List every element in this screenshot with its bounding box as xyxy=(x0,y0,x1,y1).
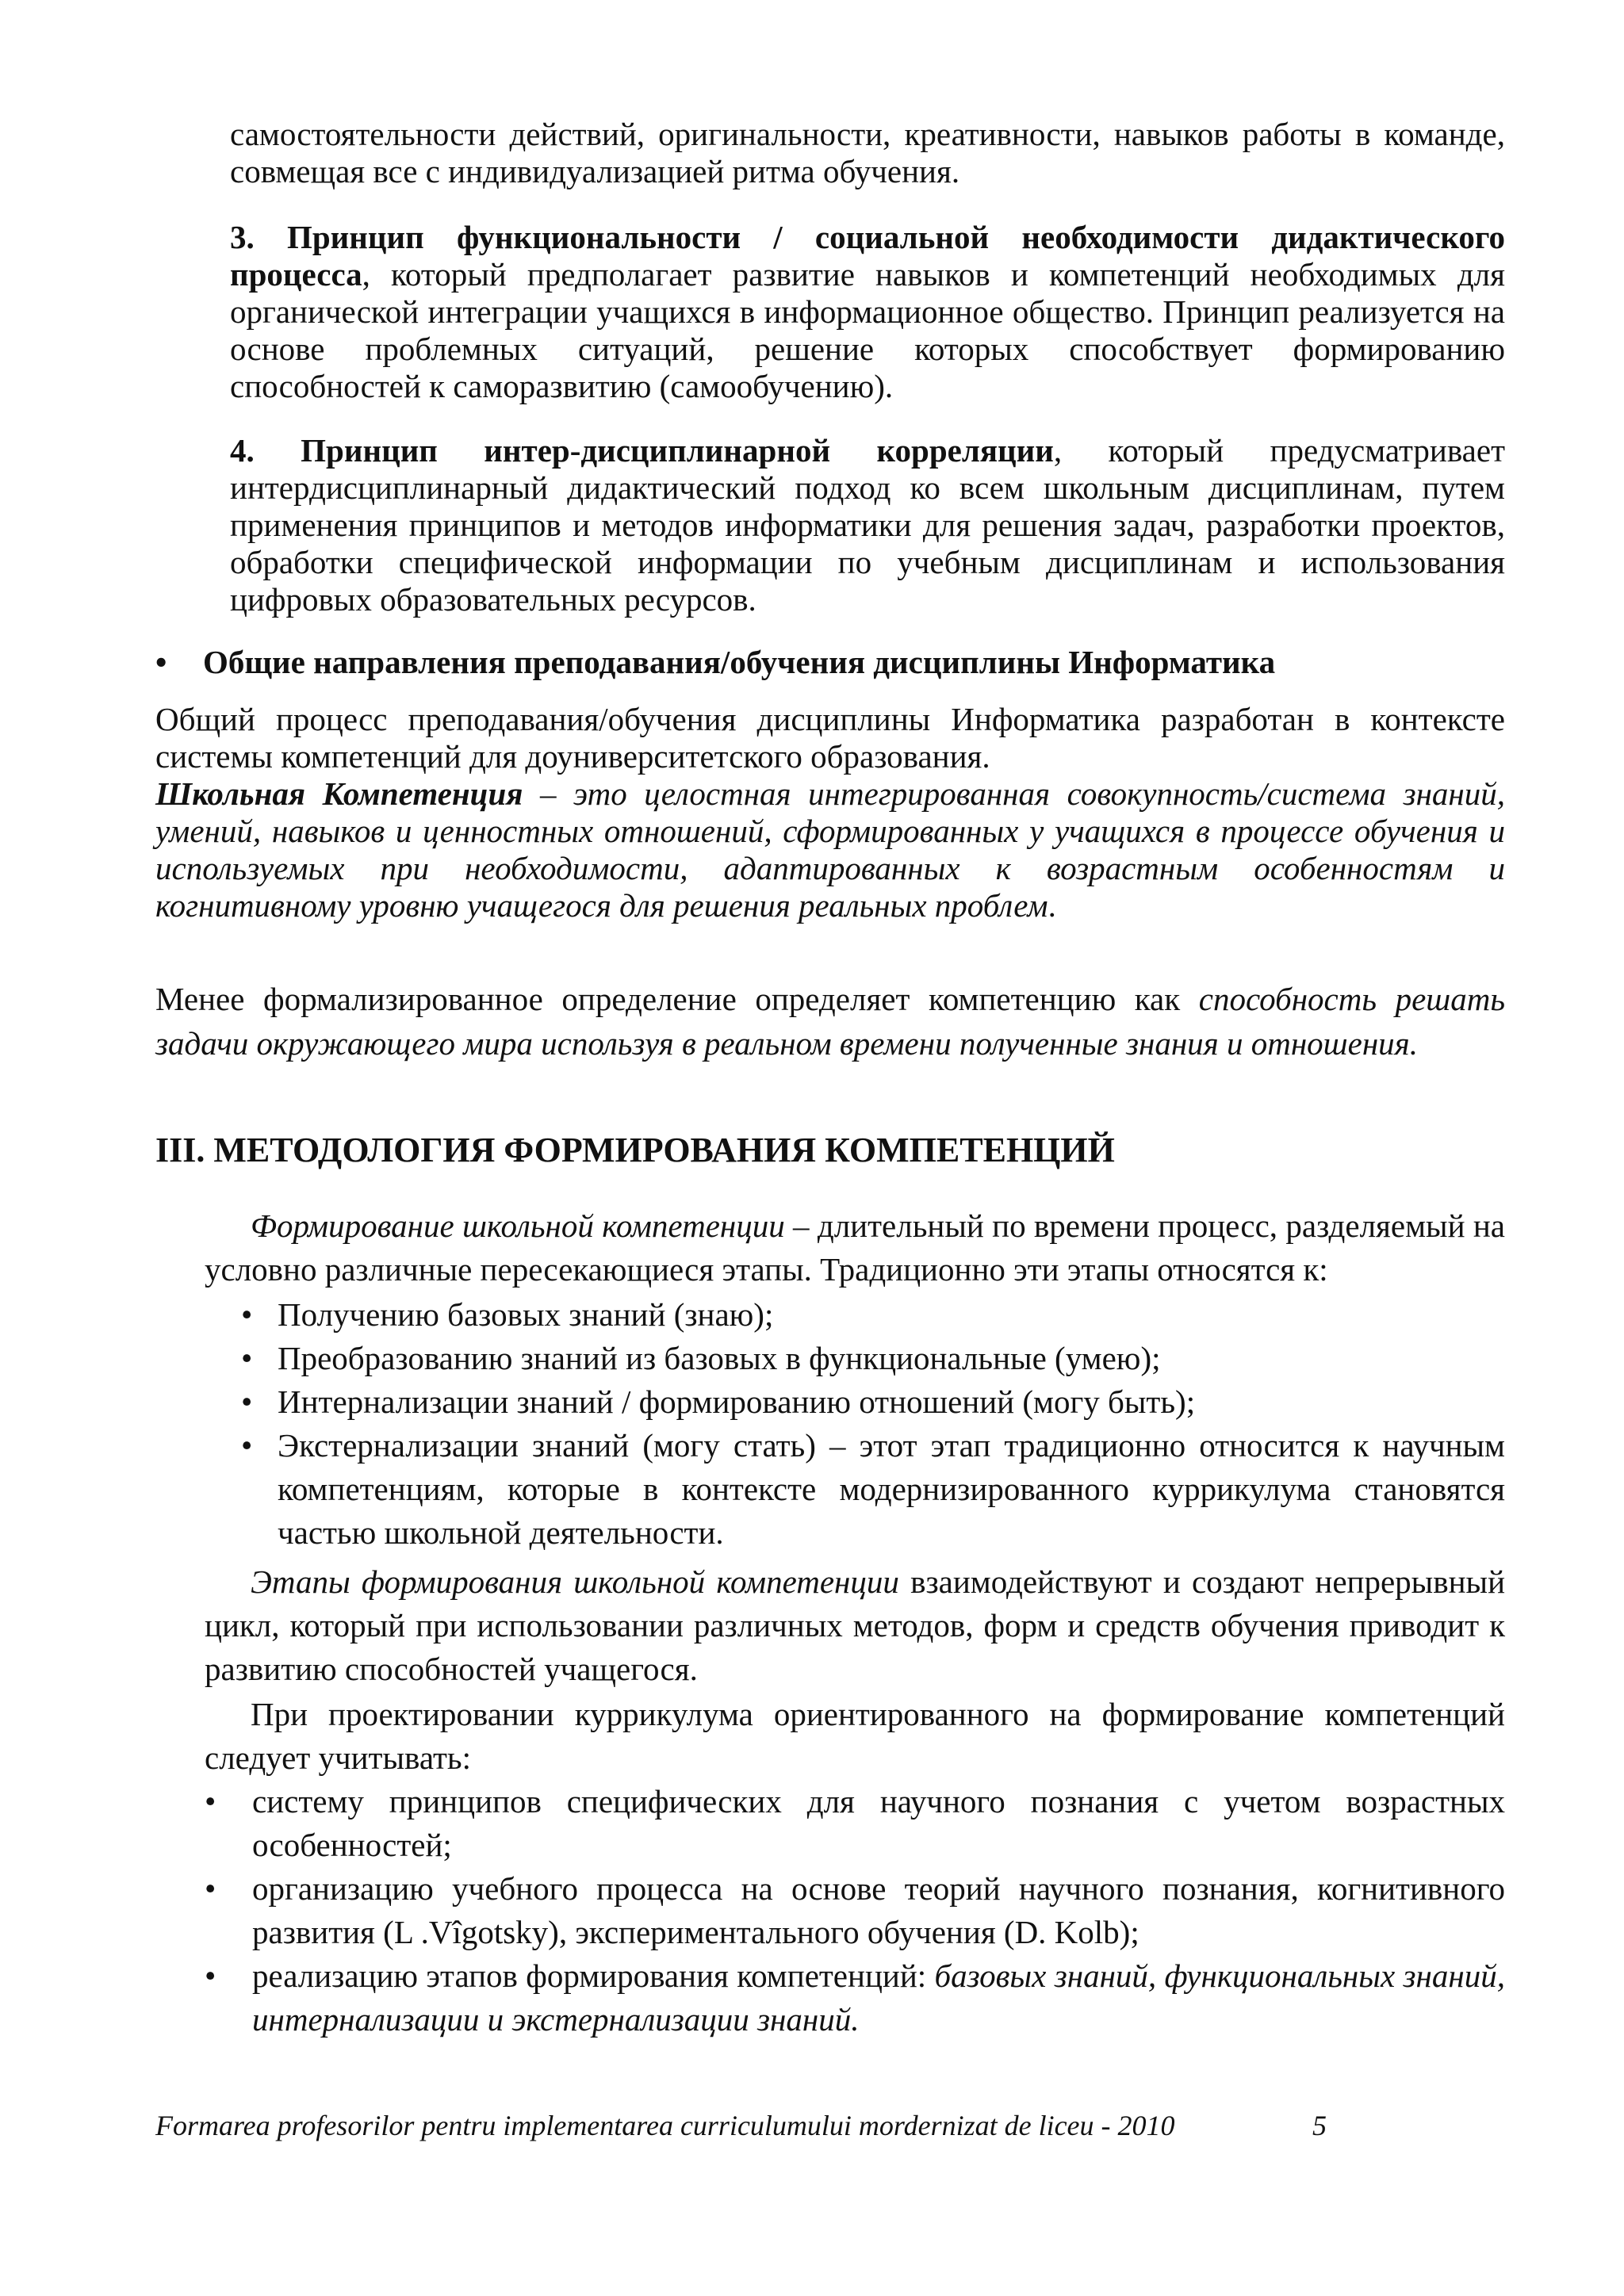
list-item-italic: базовых знаний, функциональных знаний, интернализации и экстернализации знаний. xyxy=(252,1957,1505,2038)
top-paragraph: самостоятельности действий, оригинальности, креативности, навыков работы в команде, совмещая все с индивидуализацией ритма обучения. xyxy=(230,116,1505,189)
bullet-marker: • xyxy=(155,644,167,680)
principle-4-title: Принцип интер-дисциплинарной корреляции xyxy=(301,432,1054,469)
general-end: . xyxy=(1048,887,1056,924)
list-item-text: систему принципов специфических для научного познания с учетом возрастных особенностей; xyxy=(252,1783,1505,1863)
definition-text: Менее формализированное определение определяет компетенцию как xyxy=(155,981,1199,1017)
list-item xyxy=(205,1954,1505,2042)
stages-paragraph xyxy=(205,1560,1505,1691)
list-item-text: Интернализации знаний / формированию отношений (могу быть); xyxy=(278,1383,1196,1420)
competence-definition: – это целостная интегрированная совокупность/система знаний, умений, навыков и ценностных отношений, сформированных у учащихся в процессе обучения и используемых при необходимости, адаптированных к возрастным особенностям и когнитивному уровню учащегося для решения реальных проблем xyxy=(155,775,1506,924)
bullet-marker: • xyxy=(205,1957,216,1994)
list-item-text: Экстернализации знаний (могу стать) – этот этап традиционно относится к научным компетенциям, которые в контексте модернизированного куррикулума становятся частью школьной деятельности. xyxy=(278,1427,1505,1551)
stages-text: взаимодействуют и создают непрерывный цикл, который при использовании различных методов, форм и средств обучения приводит к развитию способностей учащегося. xyxy=(205,1563,1506,1687)
list-item-text: реализацию этапов формирования компетенций: xyxy=(252,1957,935,1994)
definition-paragraph xyxy=(155,977,1505,1066)
list-item-text: Получению базовых знаний (знаю); xyxy=(278,1296,774,1333)
page-footer: Formarea profesorilor pentru implementarea curriculumului mordernizat de liceu - 2010 xyxy=(155,2110,1175,2141)
list-item xyxy=(236,1380,1505,1424)
principle-3-text: , который предполагает развитие навыков и компетенций необходимых для органической интеграции учащихся в информационное общество. Принцип реализуется на основе проблемных ситуаций, решение которых способствует формированию способностей к саморазвитию (самообучению). xyxy=(230,256,1505,404)
list-item xyxy=(205,1867,1505,1954)
definition-italic: способность решать задачи окружающего мира используя в реальном времени полученные знания и отношения. xyxy=(155,981,1505,1062)
principle-3-paragraph xyxy=(230,219,1505,405)
formation-italic: Формирование школьной компетенции xyxy=(251,1207,785,1244)
bullet-marker: • xyxy=(205,1870,216,1907)
bullet-marker: • xyxy=(241,1383,253,1420)
stages-italic: Этапы формирования школьной компетенции xyxy=(251,1563,899,1600)
bullet-marker: • xyxy=(241,1296,253,1333)
principle-3-title: Принцип функциональности / социальной необходимости дидактического процесса xyxy=(230,219,1505,293)
competence-term: Школьная Компетенция xyxy=(155,775,523,812)
formation-text: – длительный по времени процесс, разделяемый на условно различные пересекающиеся этапы. Традиционно эти этапы относятся к: xyxy=(205,1207,1505,1288)
list-item xyxy=(236,1337,1505,1380)
stages-list xyxy=(236,1293,1505,1555)
principle-4-text: , который предусматривает интердисциплинарный дидактический подход ко всем школьным дисциплинам, путем применения принципов и методов информатики для решения задач, разработки проектов, обработки специфической информации по учебным дисциплинам и использования цифровых образовательных ресурсов. xyxy=(230,432,1505,618)
list-item xyxy=(205,1780,1505,1867)
general-text: Общий процесс преподавания/обучения дисциплины Информатика разработан в контексте системы компетенций для доуниверситетского образования. xyxy=(155,701,1505,775)
considerations-list xyxy=(205,1780,1505,2042)
bullet-marker: • xyxy=(241,1340,253,1376)
principle-4-paragraph xyxy=(230,432,1505,618)
bullet-marker: • xyxy=(241,1427,253,1464)
page-number: 5 xyxy=(1312,2110,1327,2141)
design-paragraph: При проектировании куррикулума ориентированного на формирование компетенций следует учитывать: xyxy=(205,1696,1505,1776)
principle-3-number: 3. xyxy=(230,219,255,255)
formation-paragraph xyxy=(205,1204,1505,1292)
list-item xyxy=(236,1424,1505,1555)
list-item-text: организацию учебного процесса на основе теорий научного познания, когнитивного развития (L .Vîgotsky), экспериментального обучения (D. Kolb); xyxy=(252,1870,1505,1950)
bullet-heading-text: Общие направления преподавания/обучения дисциплины Информатика xyxy=(203,644,1276,680)
list-item-text: Преобразованию знаний из базовых в функциональные (умею); xyxy=(278,1340,1161,1376)
principle-4-number: 4. xyxy=(230,432,255,469)
section-title: III. МЕТОДОЛОГИЯ ФОРМИРОВАНИЯ КОМПЕТЕНЦИЙ xyxy=(155,1131,1115,1169)
list-item xyxy=(236,1293,1505,1337)
bullet-marker: • xyxy=(205,1783,216,1820)
general-paragraph xyxy=(155,701,1505,924)
